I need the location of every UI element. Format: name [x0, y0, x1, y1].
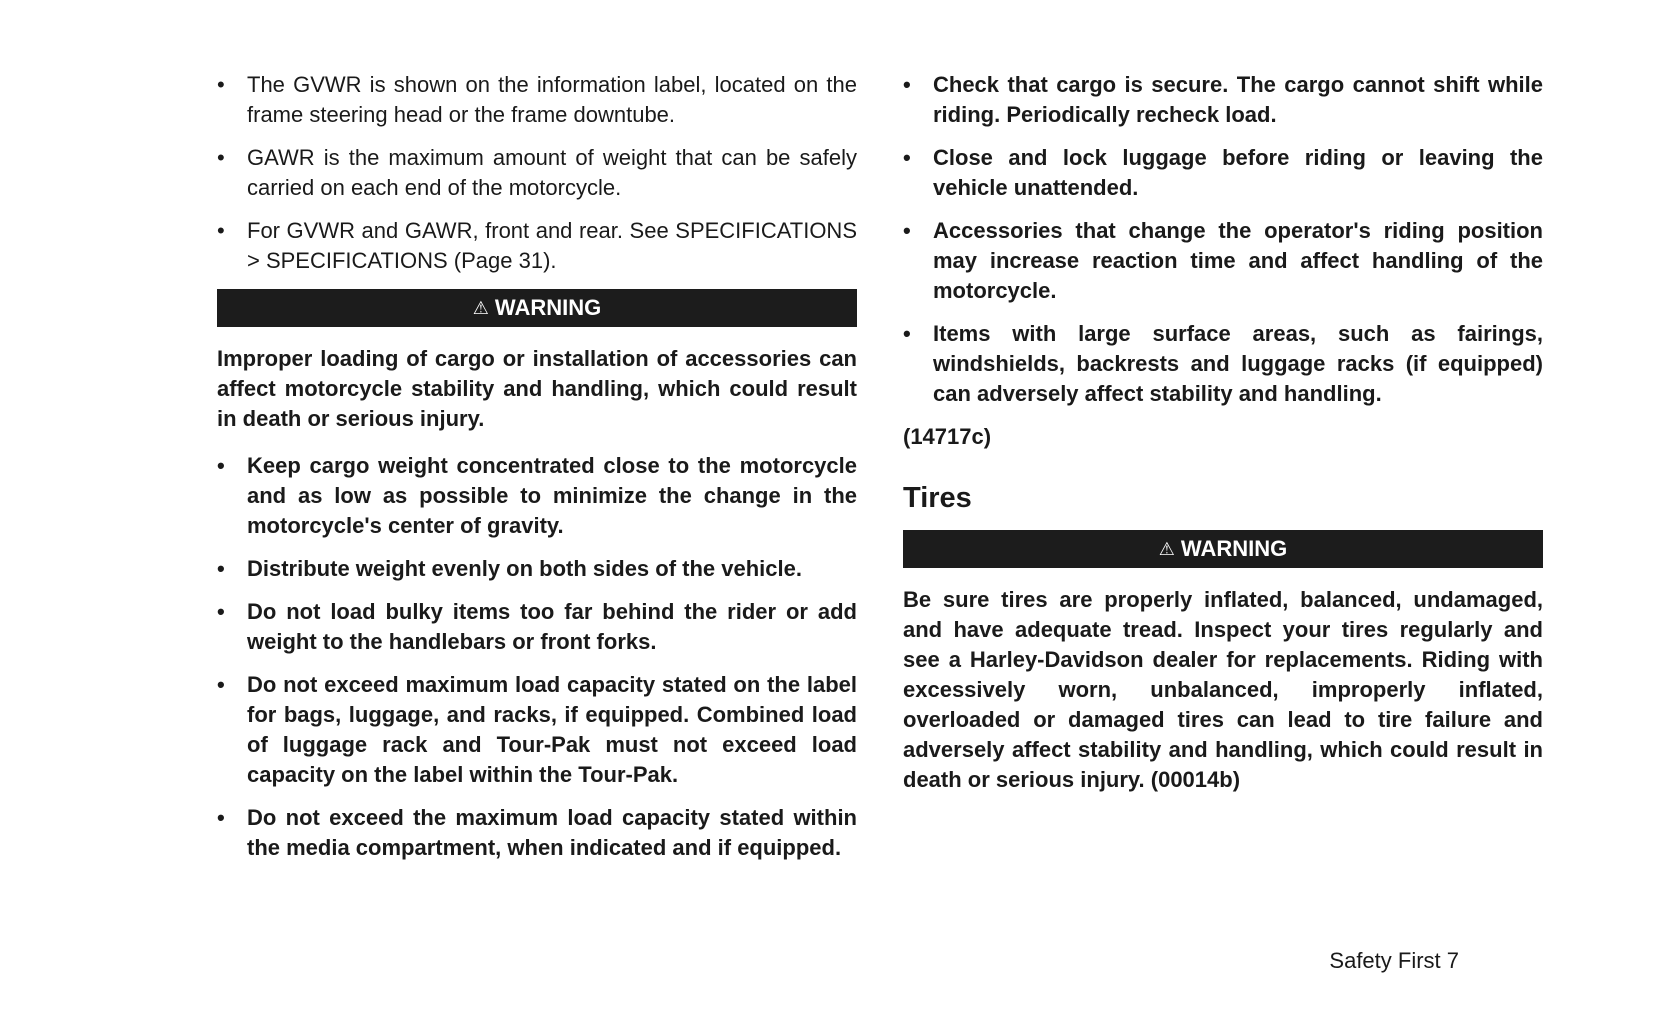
list-item: • Items with large surface areas, such as fairings, windshields, backrests and luggage racks (if equipped) can adversely affect stability and handling. — [903, 321, 1543, 406]
warning-banner: ⚠ WARNING — [217, 289, 857, 327]
section-title: Tires — [903, 482, 972, 514]
warning-triangle-icon: ⚠ — [1158, 539, 1175, 559]
warning-text: Improper loading of cargo or installation of accessories can affect motorcycle stability and handling, which could result in death or serious injury. — [217, 346, 857, 431]
list-item: • Keep cargo weight concentrated close to the motorcycle and as low as possible to minimize the change in the motorcycle's center of gravity. — [217, 453, 857, 538]
list-item: • For GVWR and GAWR, front and rear. See SPECIFICATIONS > SPECIFICATIONS (Page 31). — [217, 218, 857, 273]
tires-warning-banner: ⚠ WARNING — [903, 530, 1543, 568]
list-item: • Accessories that change the operator's riding position may increase reaction time and affect handling of the motorcycle. — [903, 218, 1543, 303]
warning-triangle-icon: ⚠ — [472, 298, 489, 318]
list-item: • Do not load bulky items too far behind the rider or add weight to the handlebars or front forks. — [217, 599, 857, 654]
list-item: • Check that cargo is secure. The cargo cannot shift while riding. Periodically recheck load. — [903, 72, 1543, 127]
cargo-bullet-list — [903, 70, 1543, 409]
list-item: • Do not exceed maximum load capacity stated on the label for bags, luggage, and racks, if equipped. Combined load of luggage rack and Tour-Pak must not exceed load capacity on the label within the Tour-Pak. — [217, 672, 857, 787]
intro-bullet-list — [217, 70, 857, 276]
list-item: • Distribute weight evenly on both sides of the vehicle. — [217, 556, 802, 581]
left-column — [217, 70, 857, 876]
list-item: • The GVWR is shown on the information label, located on the frame steering head or the frame downtube. — [217, 72, 857, 127]
list-item: • Do not exceed the maximum load capacity stated within the media compartment, when indicated and if equipped. — [217, 805, 857, 860]
right-column — [903, 70, 1543, 812]
warning-bullet-list — [217, 451, 857, 863]
tires-warning-text: Be sure tires are properly inflated, balanced, undamaged, and have adequate tread. Inspect your tires regularly and see a Harley-Davidson dealer for replacements. Riding with excessively worn, unbalanced, improperly inflated, overloaded or damaged tires can lead to tire failure and adversely affect stability and handling, which could result in death or serious injury. (00014b) — [903, 587, 1543, 792]
list-item: • GAWR is the maximum amount of weight that can be safely carried on each end of the motorcycle. — [217, 145, 857, 200]
list-item: • Close and lock luggage before riding or leaving the vehicle unattended. — [903, 145, 1543, 200]
page-footer: Safety First 7 — [1329, 948, 1459, 973]
warning-code: (14717c) — [903, 424, 992, 449]
